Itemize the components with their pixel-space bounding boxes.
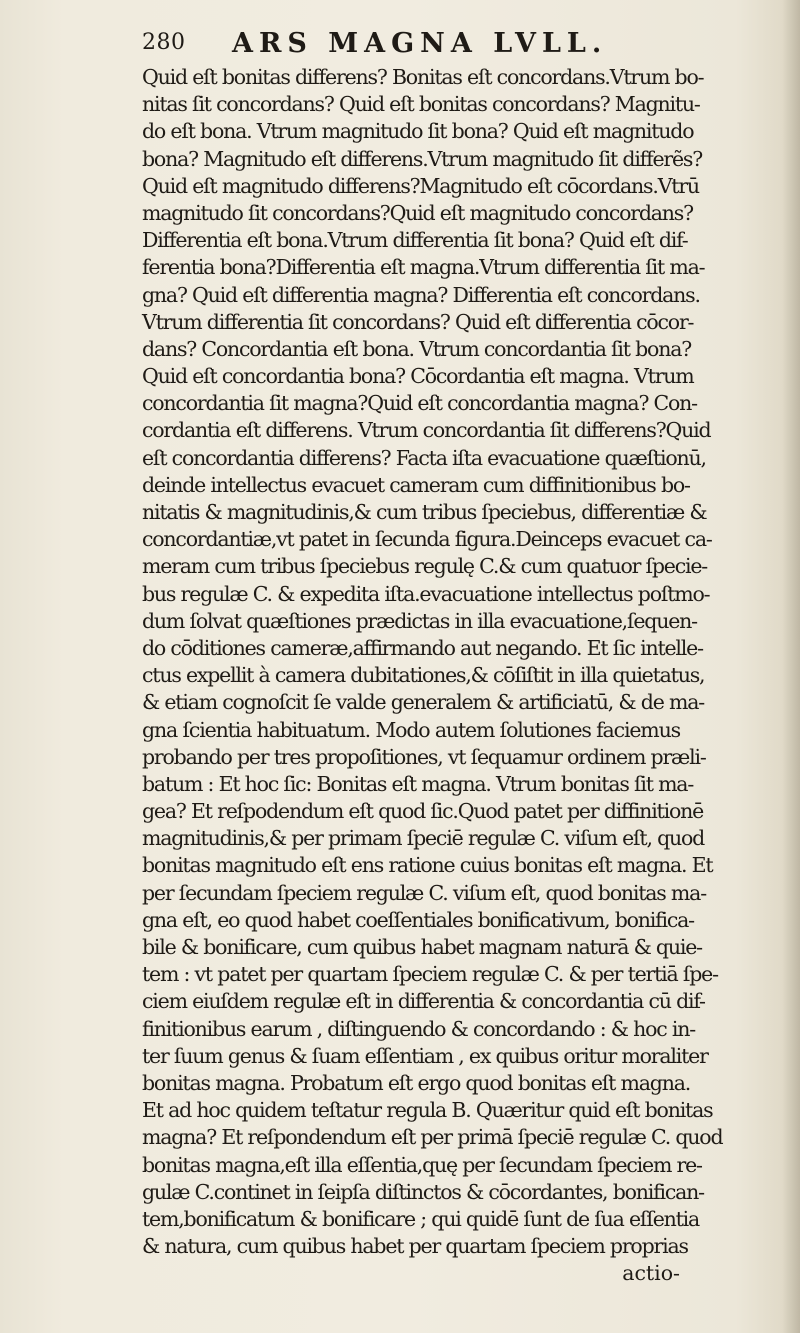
text-line: gea? Et reſpodendum eſt quod ſic.Quod patet per diffinitionē <box>142 799 704 824</box>
text-line: Quid eſt magnitudo differens?Magnitudo eſt cōcordans.Vtrū <box>142 173 699 198</box>
text-line: probando per tres propoſitiones, vt ſequamur ordinem præli- <box>142 744 706 769</box>
text-line: bona? Magnitudo eſt differens.Vtrum magnitudo ſit differẽs? <box>142 146 703 171</box>
text-line: Quid eſt bonitas differens? Bonitas eſt concordans.Vtrum bo- <box>142 65 704 89</box>
text-line: ciem eiuſdem regulæ eſt in differentia & concordantia cū dif- <box>142 989 705 1014</box>
text-line: & natura, cum quibus habet per quartam ſpeciem proprias <box>142 1234 688 1259</box>
text-line: Quid eſt concordantia bona? Cōcordantia eſt magna. Vtrum <box>142 364 694 389</box>
text-line: magnitudo ſit concordans?Quid eſt magnitudo concordans? <box>142 200 693 225</box>
text-line: concordantiæ,vt patet in ſecunda figura.Deinceps evacuet ca- <box>142 527 712 552</box>
text-line: tem,bonificatum & bonificare ; qui quidē ſunt de ſua eſſentia <box>142 1206 700 1231</box>
catchword: actio- <box>622 1261 680 1286</box>
text-line: gna ſcientia habituatum. Modo autem ſolutiones faciemus <box>142 717 680 742</box>
text-line: nitas ſit concordans? Quid eſt bonitas concordans? Magnitu- <box>142 92 700 117</box>
text-line: ctus expellit à camera dubitationes,& cōſiſtit in illa quietatus, <box>142 663 705 688</box>
text-line: ferentia bona?Differentia eſt magna.Vtrum differentia ſit ma- <box>142 255 705 280</box>
text-line: do cōditiones cameræ,affirmando aut negando. Et ſic intelle- <box>142 635 703 660</box>
text-line: bile & bonificare, cum quibus habet magnam naturā & quie- <box>142 935 702 959</box>
page-number: 280 <box>142 30 186 55</box>
text-line: bonitas magna,eſt illa eſſentia,quę per ſecundam ſpeciem re- <box>142 1152 702 1177</box>
gutter-shadow <box>782 0 800 1333</box>
body-text <box>142 64 723 1287</box>
text-line: magna? Et reſpondendum eſt per primā ſpeciē regulæ C. quod <box>142 1125 723 1150</box>
text-line: bus regulæ C. & expedita iſta.evacuatione intellectus poſtmo- <box>142 581 710 606</box>
text-line: concordantia ſit magna?Quid eſt concordantia magna? Con- <box>142 391 697 416</box>
text-line: finitionibus earum , diſtinguendo & concordando : & hoc in- <box>142 1016 695 1041</box>
text-line: meram cum tribus ſpeciebus regulę C.& cum quatuor ſpecie- <box>142 554 708 579</box>
text-line: Vtrum differentia ſit concordans? Quid eſt differentia cōcor- <box>142 309 694 334</box>
text-line: & etiam cognoſcit ſe valde generalem & artificiatū, & de ma- <box>142 690 704 715</box>
text-line: gulæ C.continet in ſeipſa diſtinctos & cōcordantes, bonifican- <box>142 1179 704 1204</box>
text-line: batum : Et hoc ſic: Bonitas eſt magna. Vtrum bonitas ſit ma- <box>142 771 694 796</box>
text-line: gna eſt, eo quod habet coeſſentiales bonificativum, bonifica- <box>142 907 694 932</box>
page-header <box>142 30 662 64</box>
text-line: magnitudinis,& per primam ſpeciē regulæ C. viſum eſt, quod <box>142 826 705 851</box>
text-line: per ſecundam ſpeciem regulæ C. viſum eſt, quod bonitas ma- <box>142 880 706 905</box>
text-line: nitatis & magnitudinis,& cum tribus ſpeciebus, differentiæ & <box>142 500 707 524</box>
text-line: cordantia eſt differens. Vtrum concordantia ſit differens?Quid <box>142 418 711 443</box>
text-line: eſt concordantia differens? Facta iſta evacuatione quæſtionū, <box>142 445 706 470</box>
text-line: Differentia eſt bona.Vtrum differentia ſit bona? Quid eſt dif- <box>142 228 688 253</box>
text-line: do eſt bona. Vtrum magnitudo ſit bona? Quid eſt magnitudo <box>142 119 694 144</box>
text-line: tem : vt patet per quartam ſpeciem regulæ C. & per tertiā ſpe- <box>142 962 718 987</box>
text-line: dum ſolvat quæſtiones prædictas in illa evacuatione,ſequen- <box>142 608 697 633</box>
text-line: bonitas magnitudo eſt ens ratione cuius bonitas eſt magna. Et <box>142 853 713 878</box>
text-line: ter ſuum genus & ſuam eſſentiam , ex quibus oritur moraliter <box>142 1043 708 1068</box>
text-line: deinde intellectus evacuet cameram cum diffinitionibus bo- <box>142 472 690 497</box>
text-line: dans? Concordantia eſt bona. Vtrum concordantia ſit bona? <box>142 336 692 361</box>
text-line: Et ad hoc quidem teſtatur regula B. Quæritur quid eſt bonitas <box>142 1098 713 1123</box>
running-title: ARS MAGNA LVLL. <box>232 28 608 59</box>
text-line: gna? Quid eſt differentia magna? Differentia eſt concordans. <box>142 282 700 307</box>
text-line: bonitas magna. Probatum eſt ergo quod bonitas eſt magna. <box>142 1070 691 1095</box>
